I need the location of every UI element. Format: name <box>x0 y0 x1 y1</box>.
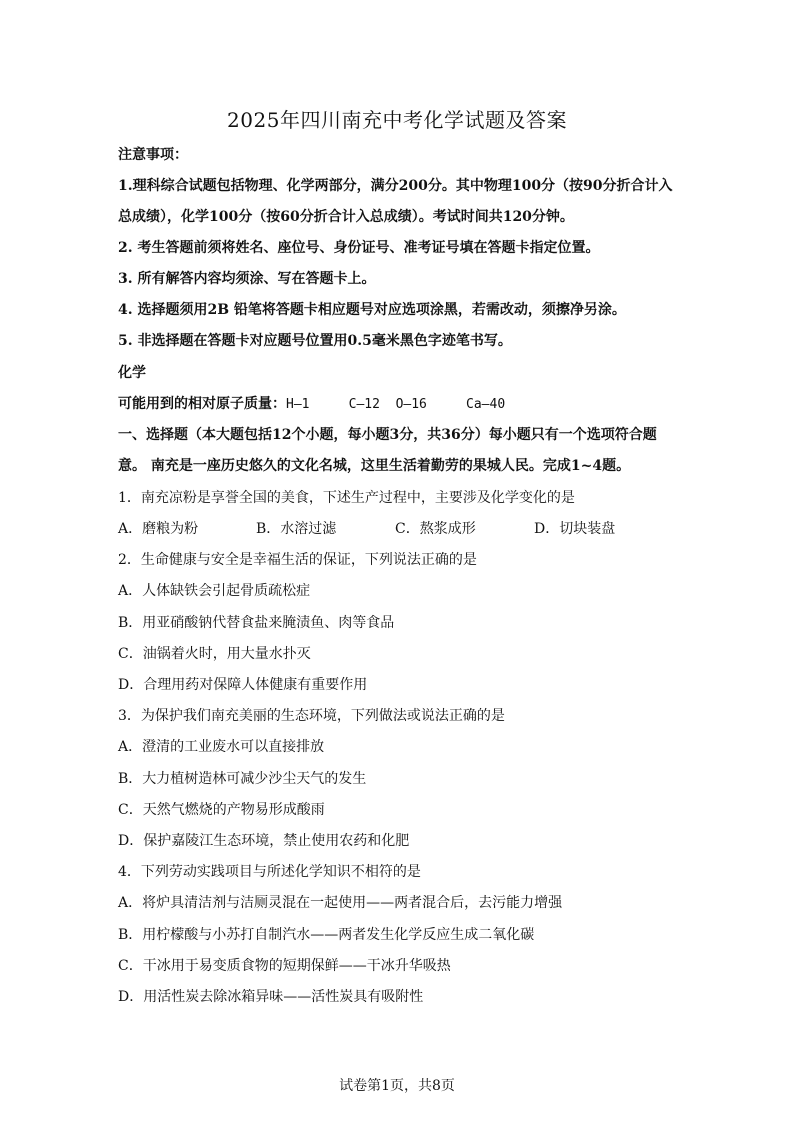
notice-item-1-line-2: 总成绩），化学100分（按60分折合计入总成绩）。考试时间共120分钟。 <box>118 209 574 225</box>
question-1-stem: 1．南充凉粉是享誉全国的美食，下述生产过程中，主要涉及化学变化的是 <box>118 490 575 506</box>
page-title: 2025年四川南充中考化学试题及答案 <box>227 108 567 132</box>
section-1-line-2: 意。 南充是一座历史悠久的文化名城，这里生活着勤劳的果城人民。完成1~4题。 <box>118 458 631 474</box>
question-1-option-d: D．切块装盘 <box>534 521 616 537</box>
notice-item-2: 2. 考生答题前须将姓名、座位号、身份证号、准考证号填在答题卡指定位置。 <box>118 240 600 256</box>
notice-heading: 注意事项： <box>118 147 188 163</box>
question-3-option-c: C．天然气燃烧的产物易形成酸雨 <box>118 802 325 818</box>
question-1-options <box>118 520 615 538</box>
notice-item-5: 5. 非选择题在答题卡对应题号位置用0.5毫米黑色字迹笔书写。 <box>118 333 512 349</box>
question-4-stem: 4．下列劳动实践项目与所述化学知识不相符的是 <box>118 864 421 880</box>
question-4-option-c: C．干冰用于易变质食物的短期保鲜——干冰升华吸热 <box>118 958 451 974</box>
question-1-option-c: C．熬浆成形 <box>395 521 476 537</box>
atomic-mass-line <box>118 395 505 414</box>
question-2-option-b: B．用亚硝酸钠代替食盐来腌渍鱼、肉等食品 <box>118 615 395 631</box>
question-4-option-d: D．用活性炭去除冰箱异味——活性炭具有吸附性 <box>118 989 424 1005</box>
question-4-option-b: B．用柠檬酸与小苏打自制汽水——两者发生化学反应生成二氧化碳 <box>118 927 535 943</box>
question-2-stem: 2．生命健康与安全是幸福生活的保证，下列说法正确的是 <box>118 552 477 568</box>
page-footer: 试卷第1页，共8页 <box>339 1078 455 1094</box>
question-3-stem: 3．为保护我们南充美丽的生态环境，下列做法或说法正确的是 <box>118 708 505 724</box>
atomic-mass-values: H—1 C—12 O—16 Ca—40 <box>286 397 506 412</box>
question-3-option-b: B．大力植树造林可减少沙尘天气的发生 <box>118 771 367 787</box>
question-2-option-d: D．合理用药对保障人体健康有重要作用 <box>118 677 368 693</box>
question-3-option-a: A．澄清的工业废水可以直接排放 <box>118 739 325 755</box>
section-1-line-1: 一、选择题（本大题包括12个小题，每小题3分，共36分）每小题只有一个选项符合题 <box>118 427 657 443</box>
notice-item-1-line-1: 1.理科综合试题包括物理、化学两部分，满分200分。其中物理100分（按90分折合计入 <box>118 178 673 194</box>
question-1-option-a: A．磨粮为粉 <box>118 521 199 537</box>
notice-item-4: 4. 选择题须用2B 铅笔将答题卡相应题号对应选项涂黑，若需改动，须擦净另涂。 <box>118 302 626 318</box>
question-2-option-c: C．油锅着火时，用大量水扑灭 <box>118 646 311 662</box>
question-4-option-a: A．将炉具清洁剂与洁厕灵混在一起使用——两者混合后，去污能力增强 <box>118 895 563 911</box>
question-2-option-a: A．人体缺铁会引起骨质疏松症 <box>118 583 311 599</box>
subject-label: 化学 <box>118 365 146 381</box>
question-1-option-b: B．水溶过滤 <box>256 521 337 537</box>
notice-item-3: 3. 所有解答内容均须涂、写在答题卡上。 <box>118 271 376 287</box>
question-3-option-d: D．保护嘉陵江生态环境，禁止使用农药和化肥 <box>118 833 410 849</box>
atomic-mass-label: 可能用到的相对原子质量： <box>118 396 286 412</box>
